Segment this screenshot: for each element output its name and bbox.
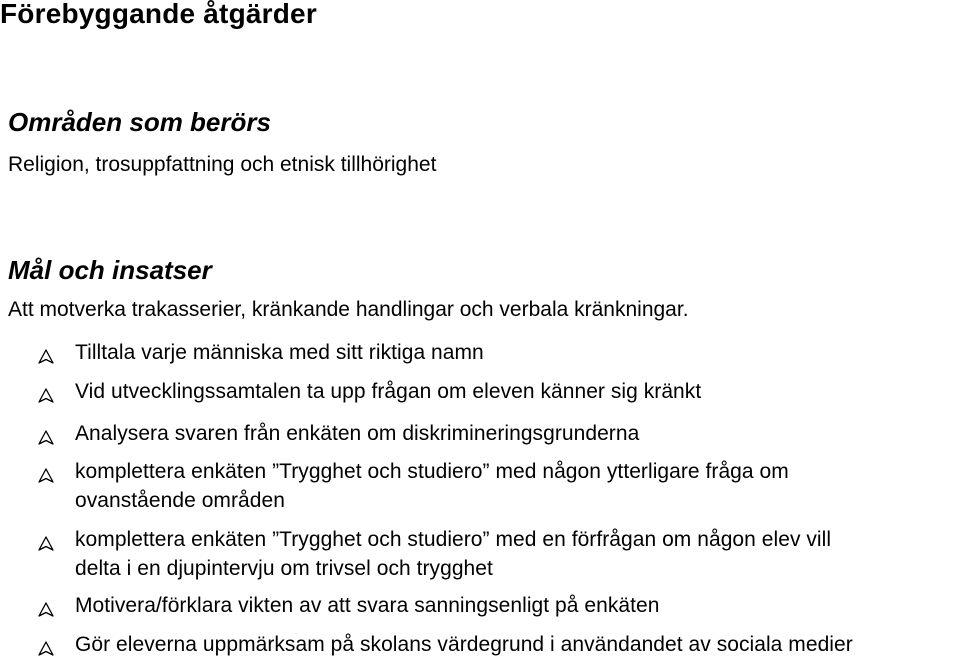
list-item-text: komplettera enkäten ”Trygghet och studiero” med någon ytterligare fråga om ovanstående områden [75,460,789,512]
goals-text: Att motverka trakasserier, kränkande handlingar och verbala kränkningar. [8,298,689,321]
areas-text: Religion, trosuppfattning och etnisk tillhörighet [8,153,437,176]
section-heading-goals: Mål och insatser [8,255,212,285]
list-item-text: Analysera svaren från enkäten om diskrimineringsgrunderna [75,422,640,445]
list-item-text: komplettera enkäten ”Trygghet och studiero” med en förfrågan om någon elev vill delta i en djupintervju om trivsel och trygghet [75,528,832,580]
plane-bullet-icon [38,425,54,441]
plane-bullet-icon [38,597,54,613]
page-title: Förebyggande åtgärder [0,0,317,29]
list-item-text: Motivera/förklara vikten av att svara sanningsenligt på enkäten [75,594,660,617]
plane-bullet-icon [38,636,54,652]
plane-bullet-icon [38,344,54,360]
plane-bullet-icon [38,383,54,399]
section-heading-areas: Områden som berörs [8,107,271,137]
plane-bullet-icon [38,531,54,547]
list-item-text: Vid utvecklingssamtalen ta upp frågan om eleven känner sig kränkt [75,380,702,403]
list-item-text: Gör eleverna uppmärksam på skolans värdegrund i användandet av sociala medier [75,633,853,656]
list-item-text: Tilltala varje människa med sitt riktiga namn [75,341,484,364]
plane-bullet-icon [38,463,54,479]
